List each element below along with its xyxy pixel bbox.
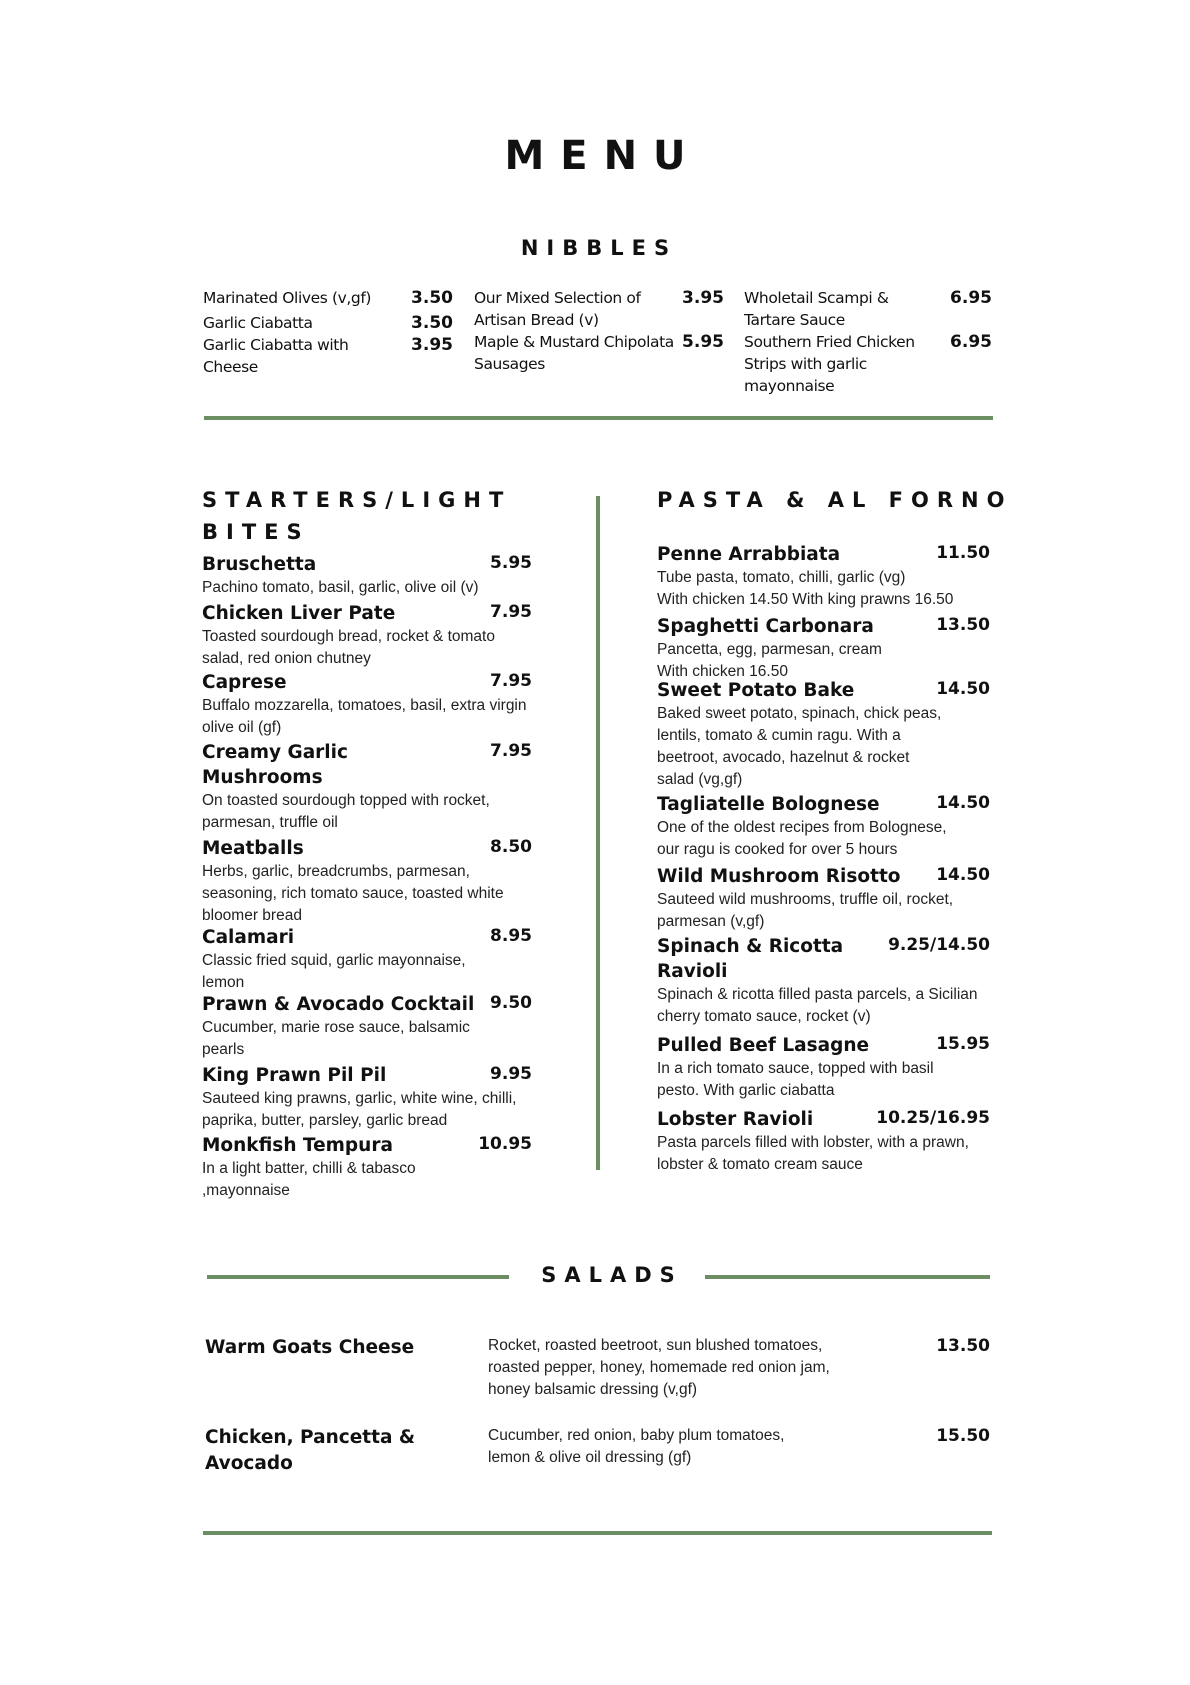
nibble-item (744, 331, 992, 397)
menu-item (202, 925, 532, 994)
menu-item (202, 1133, 532, 1202)
item-name: Lobster Ravioli (657, 1109, 814, 1130)
menu-item (202, 552, 532, 599)
item-name: Chicken Liver Pate (202, 603, 396, 624)
salad-name: Warm Goats Cheese (205, 1337, 415, 1358)
menu-item (202, 836, 532, 927)
nibble-item (203, 312, 453, 334)
item-price: 10.95 (478, 1134, 532, 1154)
item-name: Calamari (202, 927, 295, 948)
item-name: Pulled Beef Lasagne (657, 1035, 870, 1056)
item-price: 14.50 (936, 865, 990, 885)
salad-description: Rocket, roasted beetroot, sun blushed tomatoes, roasted pepper, honey, homemade red onion jam, honey balsamic dressing (v,gf) (488, 1337, 830, 1398)
item-price: 14.50 (936, 679, 990, 699)
menu-item (657, 678, 990, 791)
item-name: Spaghetti Carbonara (657, 616, 874, 637)
item-description: Pasta parcels filled with lobster, with a prawn, lobster & tomato cream sauce (657, 1134, 969, 1173)
nibble-item (474, 331, 724, 375)
menu-item (657, 792, 990, 861)
item-name: Monkfish Tempura (202, 1135, 393, 1156)
item-description: In a light batter, chilli & tabasco ,mayonnaise (202, 1160, 416, 1199)
item-name: Wild Mushroom Risotto (657, 866, 901, 887)
starters-title (202, 484, 511, 548)
item-name: Penne Arrabbiata (657, 544, 841, 565)
item-name: Meatballs (202, 838, 304, 859)
item-price: 15.95 (936, 1034, 990, 1054)
item-name: Sweet Potato Bake (657, 680, 855, 701)
salad-name: Chicken, Pancetta & Avocado (205, 1427, 416, 1474)
item-price: 5.95 (490, 553, 532, 573)
nibble-price: 6.95 (950, 288, 992, 308)
nibbles-title: NIBBLES (520, 236, 678, 260)
nibbles-column-2 (474, 287, 724, 375)
menu-item (657, 1033, 990, 1102)
item-description: Spinach & ricotta filled pasta parcels, a Sicilian cherry tomato sauce, rocket (v) (657, 986, 978, 1025)
section-divider (204, 416, 993, 420)
nibble-name: Marinated Olives (v,gf) (203, 289, 372, 307)
item-description: Sauteed king prawns, garlic, white wine, chilli, paprika, butter, parsley, garlic bread (202, 1090, 517, 1129)
item-description: Sauteed wild mushrooms, truffle oil, rocket, parmesan (v,gf) (657, 891, 954, 930)
nibble-price: 3.50 (411, 313, 453, 333)
nibble-price: 3.95 (411, 335, 453, 355)
salads-title: SALADS (541, 1263, 683, 1287)
nibbles-column-1 (203, 287, 453, 378)
salads-rule-left (207, 1275, 509, 1279)
item-extra: With chicken 16.50 (657, 663, 788, 680)
starters-title-line-1: STARTERS/LIGHT (202, 488, 512, 512)
nibble-price: 3.95 (682, 288, 724, 308)
menu-item (202, 1063, 532, 1132)
item-description: Toasted sourdough bread, rocket & tomato salad, red onion chutney (202, 628, 495, 667)
item-price: 9.50 (490, 993, 532, 1013)
menu-item (202, 670, 532, 739)
item-description: On toasted sourdough topped with rocket, parmesan, truffle oil (202, 792, 490, 831)
item-price: 11.50 (936, 543, 990, 563)
nibble-name: Our Mixed Selection of Artisan Bread (v) (474, 289, 641, 329)
salad-price: 15.50 (936, 1426, 990, 1446)
bottom-divider (203, 1531, 992, 1535)
item-name: King Prawn Pil Pil (202, 1065, 387, 1086)
menu-item (657, 542, 990, 611)
menu-item (657, 934, 990, 1028)
menu-item (202, 740, 532, 834)
nibble-price: 5.95 (682, 332, 724, 352)
menu-item (657, 1107, 990, 1176)
item-price: 9.25/14.50 (888, 935, 990, 955)
nibble-name: Wholetail Scampi & Tartare Sauce (744, 289, 889, 329)
column-divider (596, 496, 600, 1170)
item-description: In a rich tomato sauce, topped with basil pesto. With garlic ciabatta (657, 1060, 934, 1099)
menu-item (657, 864, 990, 933)
item-name: Tagliatelle Bolognese (657, 794, 880, 815)
item-price: 9.95 (490, 1064, 532, 1084)
item-name: Bruschetta (202, 554, 317, 575)
nibble-name: Southern Fried Chicken Strips with garlic mayonnaise (744, 333, 915, 395)
item-extra: With chicken 14.50 With king prawns 16.50 (657, 591, 954, 608)
item-name: Caprese (202, 672, 287, 693)
item-name: Prawn & Avocado Cocktail (202, 994, 475, 1015)
item-price: 7.95 (490, 741, 532, 761)
item-description: Pachino tomato, basil, garlic, olive oil (v) (202, 579, 479, 596)
menu-item (202, 601, 532, 670)
item-description: Baked sweet potato, spinach, chick peas, lentils, tomato & cumin ragu. With a beetroot, avocado, hazelnut & rocket salad (vg,gf) (657, 705, 942, 788)
menu-title: MENU (504, 133, 702, 179)
item-description: Classic fried squid, garlic mayonnaise, lemon (202, 952, 466, 991)
nibble-item (474, 287, 724, 331)
salad-description: Cucumber, red onion, baby plum tomatoes, lemon & olive oil dressing (gf) (488, 1427, 785, 1466)
item-price: 8.95 (490, 926, 532, 946)
item-price: 7.95 (490, 602, 532, 622)
starters-title-line-2: BITES (202, 520, 310, 544)
nibble-price: 6.95 (950, 332, 992, 352)
nibble-item (203, 334, 453, 378)
nibble-name: Maple & Mustard Chipolata Sausages (474, 333, 674, 373)
menu-item (202, 992, 532, 1061)
item-price: 14.50 (936, 793, 990, 813)
nibble-name: Garlic Ciabatta (203, 314, 313, 332)
item-description: Tube pasta, tomato, chilli, garlic (vg) (657, 569, 906, 586)
item-price: 7.95 (490, 671, 532, 691)
salads-rule-right (705, 1275, 990, 1279)
item-name: Spinach & Ricotta Ravioli (657, 936, 844, 982)
menu-item (657, 614, 990, 683)
pasta-title: PASTA & AL FORNO (657, 488, 1013, 512)
item-price: 13.50 (936, 615, 990, 635)
nibble-item (744, 287, 992, 331)
item-description: Pancetta, egg, parmesan, cream (657, 641, 882, 658)
nibble-price: 3.50 (411, 288, 453, 308)
salad-price: 13.50 (936, 1336, 990, 1356)
item-price: 8.50 (490, 837, 532, 857)
salad-item (205, 1425, 990, 1477)
nibble-item (203, 287, 453, 309)
salad-item (205, 1335, 990, 1401)
item-description: Cucumber, marie rose sauce, balsamic pearls (202, 1019, 470, 1058)
item-description: Buffalo mozzarella, tomatoes, basil, extra virgin olive oil (gf) (202, 697, 527, 736)
item-description: Herbs, garlic, breadcrumbs, parmesan, seasoning, rich tomato sauce, toasted white bloomer bread (202, 863, 504, 924)
nibble-name: Garlic Ciabatta with Cheese (203, 336, 349, 376)
item-price: 10.25/16.95 (876, 1108, 990, 1128)
nibbles-column-3 (744, 287, 992, 397)
item-name: Creamy Garlic Mushrooms (202, 742, 348, 788)
item-description: One of the oldest recipes from Bolognese, our ragu is cooked for over 5 hours (657, 819, 947, 858)
